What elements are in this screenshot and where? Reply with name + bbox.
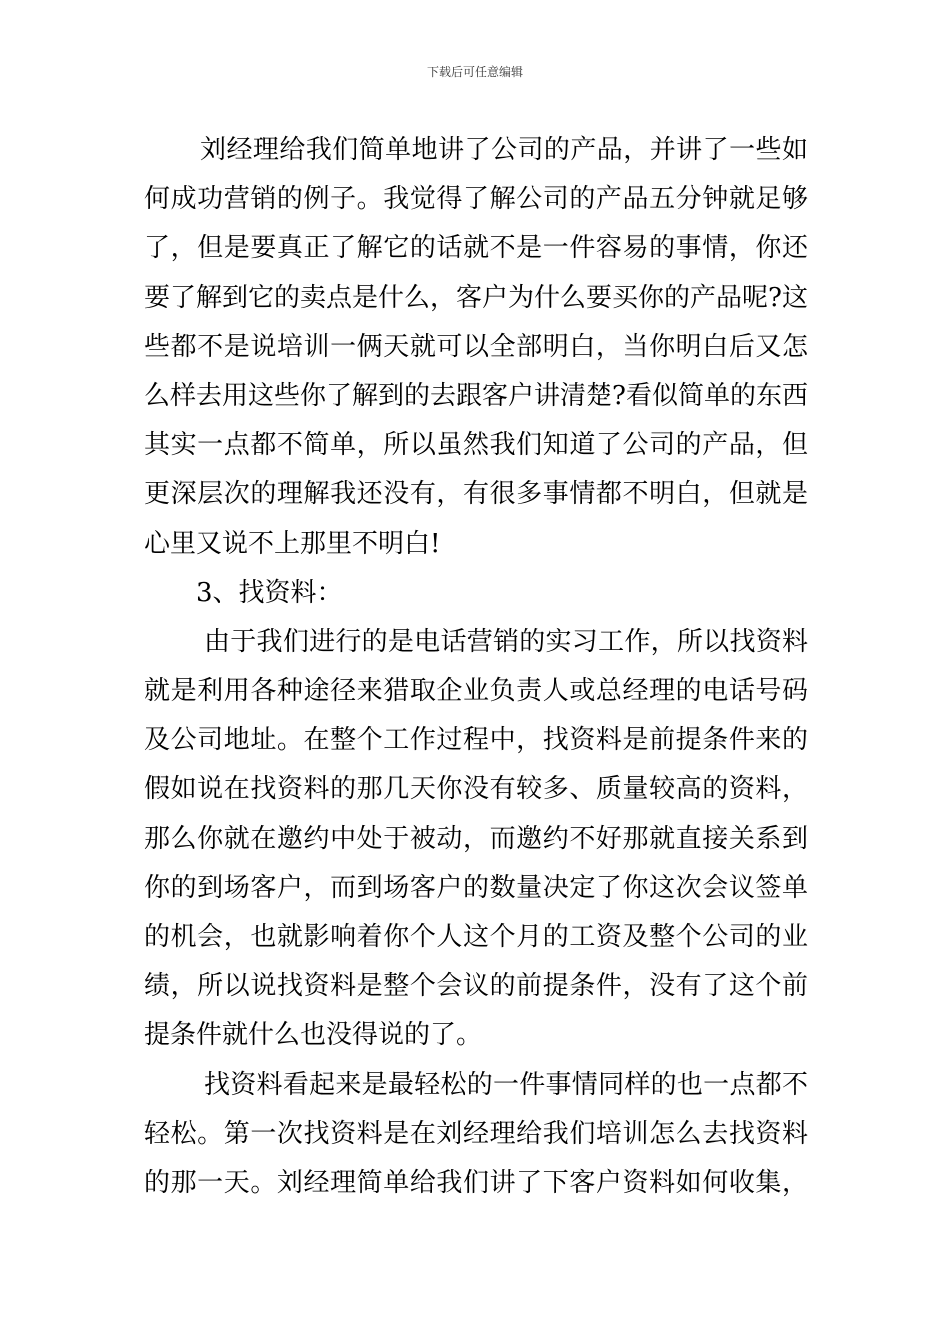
paragraph-find-data-experience xyxy=(144,1061,808,1209)
text-line: 何成功营销的例子。我觉得了解公司的产品五分钟就足够 xyxy=(144,184,808,215)
text-line: 了，但是要真正了解它的话就不是一件容易的事情，你还 xyxy=(144,233,808,264)
text-line: 心里又说不上那里不明白! xyxy=(144,528,441,559)
text-line: 要了解到它的卖点是什么，客户为什么要买你的产品呢?这 xyxy=(144,282,808,313)
text-line: 更深层次的理解我还没有，有很多事情都不明白，但就是 xyxy=(144,479,808,510)
text-line: 找资料看起来是最轻松的一件事情同样的也一点都不 xyxy=(204,1069,808,1100)
text-line: 其实一点都不简单，所以虽然我们知道了公司的产品，但 xyxy=(144,430,808,461)
text-line: 绩，所以说找资料是整个会议的前提条件，没有了这个前 xyxy=(144,971,808,1002)
text-line: 提条件就什么也没得说的了。 xyxy=(144,1020,483,1051)
text-line: 轻松。第一次找资料是在刘经理给我们培训怎么去找资料 xyxy=(144,1118,808,1149)
text-line: 么样去用这些你了解到的去跟客户讲清楚?看似简单的东西 xyxy=(144,380,808,411)
section-heading: 3、找资料： xyxy=(196,577,343,608)
text-line: 就是利用各种途径来猎取企业负责人或总经理的电话号码 xyxy=(144,676,808,707)
text-line: 你的到场客户，而到场客户的数量决定了你这次会议签单 xyxy=(144,872,808,903)
paragraph-find-data-purpose xyxy=(144,618,808,1061)
text-line: 刘经理给我们简单地讲了公司的产品，并讲了一些如 xyxy=(200,135,808,165)
text-line: 由于我们进行的是电话营销的实习工作，所以找资料 xyxy=(204,626,808,657)
text-line: 的机会，也就影响着你个人这个月的工资及整个公司的业 xyxy=(144,922,808,952)
page-header: 下载后可任意编辑 xyxy=(426,65,523,79)
paragraph-product-training xyxy=(144,126,808,569)
text-line: 及公司地址。在整个工作过程中，找资料是前提条件来的 xyxy=(144,725,808,756)
text-line: 的那一天。刘经理简单给我们讲了下客户资料如何收集， xyxy=(144,1167,808,1198)
text-line: 假如说在找资料的那几天你没有较多、质量较高的资料， xyxy=(144,774,808,805)
text-line: 那么你就在邀约中处于被动，而邀约不好那就直接关系到 xyxy=(144,823,808,854)
document-body xyxy=(144,126,808,1208)
text-line: 些都不是说培训一俩天就可以全部明白，当你明白后又怎 xyxy=(144,331,808,362)
section-heading-find-data xyxy=(144,569,808,618)
